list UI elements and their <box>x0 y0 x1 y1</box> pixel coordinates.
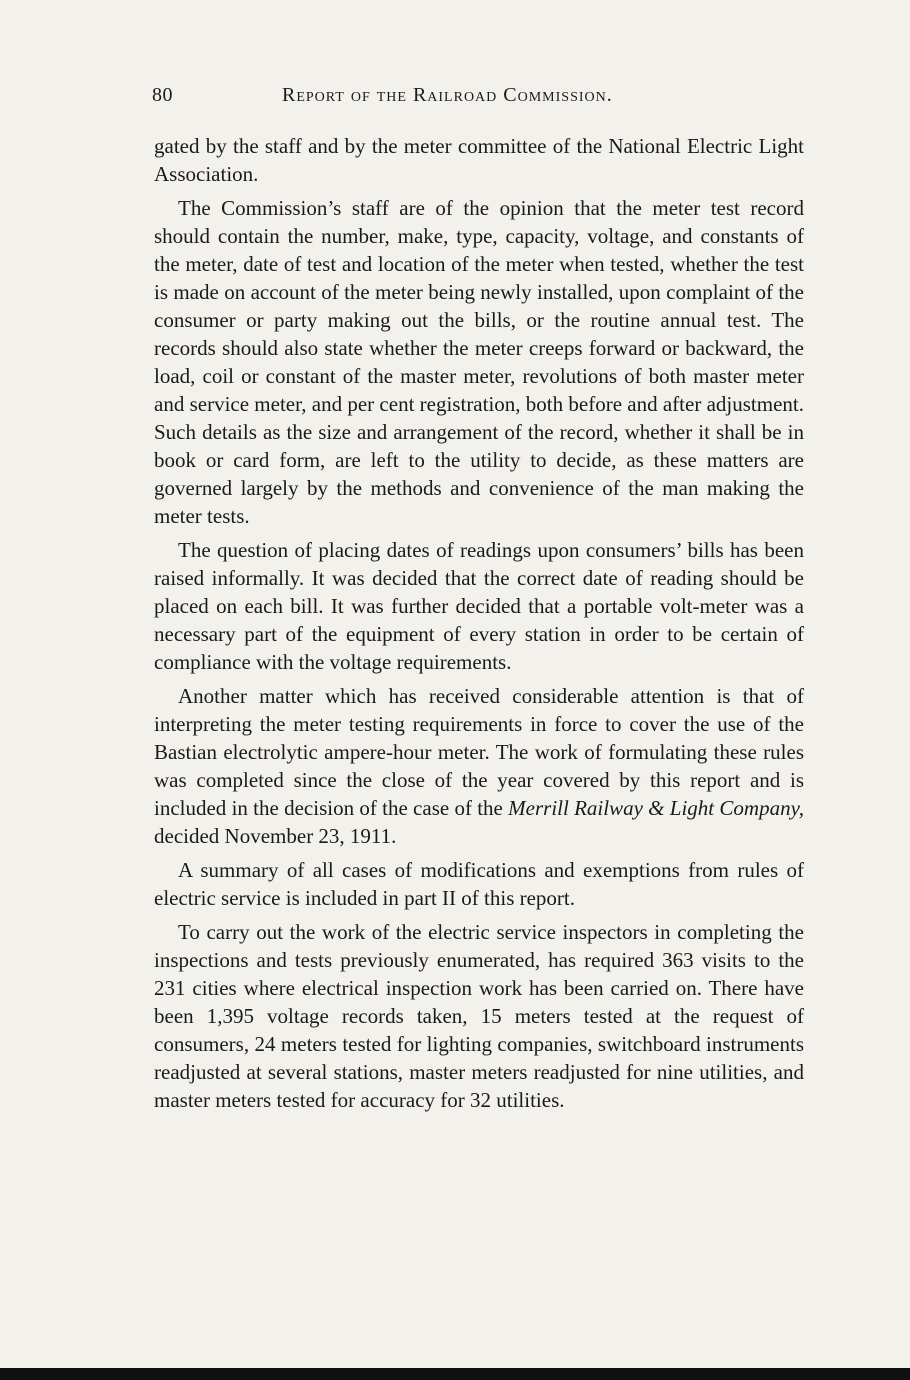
paragraph-bastian-meter <box>154 682 804 850</box>
running-head <box>152 84 802 110</box>
page-number: 80 <box>152 84 173 106</box>
paragraph-reading-dates: The question of placing dates of readings upon consumers’ bills has been raised informally. It was decided that the correct date of reading should be placed on each bill. It was further decided that a portable volt-meter was a necessary part of the equipment of every station in order to be certain of compliance with the voltage requirements. <box>154 538 804 674</box>
paragraph-summary: A summary of all cases of modifications and exemptions from rules of electric service is included in part II of this report. <box>154 858 804 910</box>
paragraph-meter-test-record: The Commission’s staff are of the opinion that the meter test record should contain the number, make, type, capacity, voltage, and constants of the meter, date of test and location of the meter when tested, whether the test is made on account of the meter being newly installed, upon complaint of the consumer or party making out the bills, or the routine annual test. The records should also state whether the meter creeps forward or backward, the load, coil or constant of the master meter, revolutions of both master meter and service meter, and per cent registration, both before and after adjustment. Such details as the size and arrangement of the record, whether it shall be in book or card form, are left to the utility to decide, as these matters are governed largely by the methods and convenience of the man making the meter tests. <box>154 196 804 528</box>
running-title: Report of the Railroad Commission. <box>282 84 613 106</box>
paragraph-bastian-meter-text: Another matter which has received considerable attention is that of interpreting the meter testing requirements in force to cover the use of the Bastian electrolytic ampere-hour meter. The work of formulating these rules was completed since the close of the year covered by this report and is included in the decision of the case of the <box>154 684 804 820</box>
paragraph-continuation: gated by the staff and by the meter committee of the National Electric Light Association. <box>154 134 804 186</box>
paragraph-bastian-meter-date: decided November 23, 1911. <box>154 824 397 848</box>
scan-edge-bar <box>0 1368 910 1380</box>
paragraph-inspection-work: To carry out the work of the electric service inspectors in completing the inspections and tests previously enumerated, has required 363 visits to the 231 cities where electrical inspection work has been carried on. There have been 1,395 voltage records taken, 15 meters tested at the request of consumers, 24 meters tested for lighting companies, switchboard instruments readjusted at several stations, master meters readjusted for nine utilities, and master meters tested for accuracy for 32 utilities. <box>154 920 804 1112</box>
body-text <box>154 132 804 1120</box>
case-name-italic: Merrill Railway & Light Company, <box>508 796 804 820</box>
